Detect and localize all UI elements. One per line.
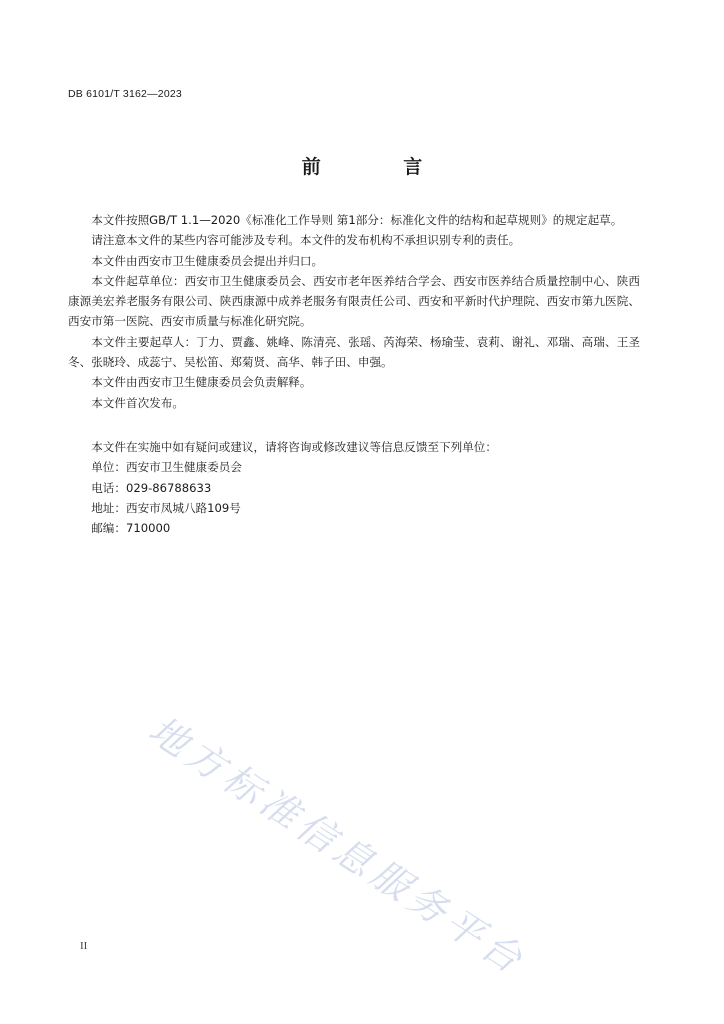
paragraph-drafting-units: 本文件起草单位：西安市卫生健康委员会、西安市老年医养结合学会、西安市医养结合质量控制中心、陕西康源美宏养老服务有限公司、陕西康源中成养老服务有限责任公司、西安和平新时代护理院、西安市第九医院、西安市第一医院、西安市质量与标准化研究院。 [68, 273, 640, 329]
paragraph-proposer: 本文件由西安市卫生健康委员会提出并归口。 [91, 253, 324, 268]
foreword-body [68, 210, 640, 413]
contact-postcode: 邮编：710000 [91, 521, 171, 536]
contact-intro: 本文件在实施中如有疑问或建议，请将咨询或修改建议等信息反馈至下列单位： [91, 440, 497, 454]
paragraph-patent-notice: 请注意本文件的某些内容可能涉及专利。本文件的发布机构不承担识别专利的责任。 [91, 233, 521, 248]
contact-unit: 单位：西安市卫生健康委员会 [91, 460, 242, 475]
contact-address: 地址：西安市凤城八路109号 [91, 500, 241, 515]
contact-phone: 电话：029-86788633 [91, 480, 212, 495]
paragraph-drafting-basis: 本文件按照GB/T 1.1—2020《标准化工作导则 第1部分：标准化文件的结构和起草规则》的规定起草。 [91, 213, 623, 227]
contact-block [68, 437, 640, 538]
watermark: 地方标准信息服务平台 [141, 707, 535, 985]
page-number: II [80, 940, 88, 952]
paragraph-first-release: 本文件首次发布。 [91, 395, 184, 410]
paragraph-drafters: 本文件主要起草人：丁力、贾鑫、姚峰、陈清亮、张瑶、芮海荣、杨瑜莹、袁莉、谢礼、邓瑞、高瑞、王圣冬、张晓玲、成蕊宁、吴松笛、郑菊贤、高华、韩子田、申强。 [68, 334, 640, 370]
page-title: 前 言 [301, 156, 461, 178]
document-code: DB 6101/T 3162—2023 [68, 88, 182, 100]
paragraph-interpretation: 本文件由西安市卫生健康委员会负责解释。 [91, 375, 312, 390]
